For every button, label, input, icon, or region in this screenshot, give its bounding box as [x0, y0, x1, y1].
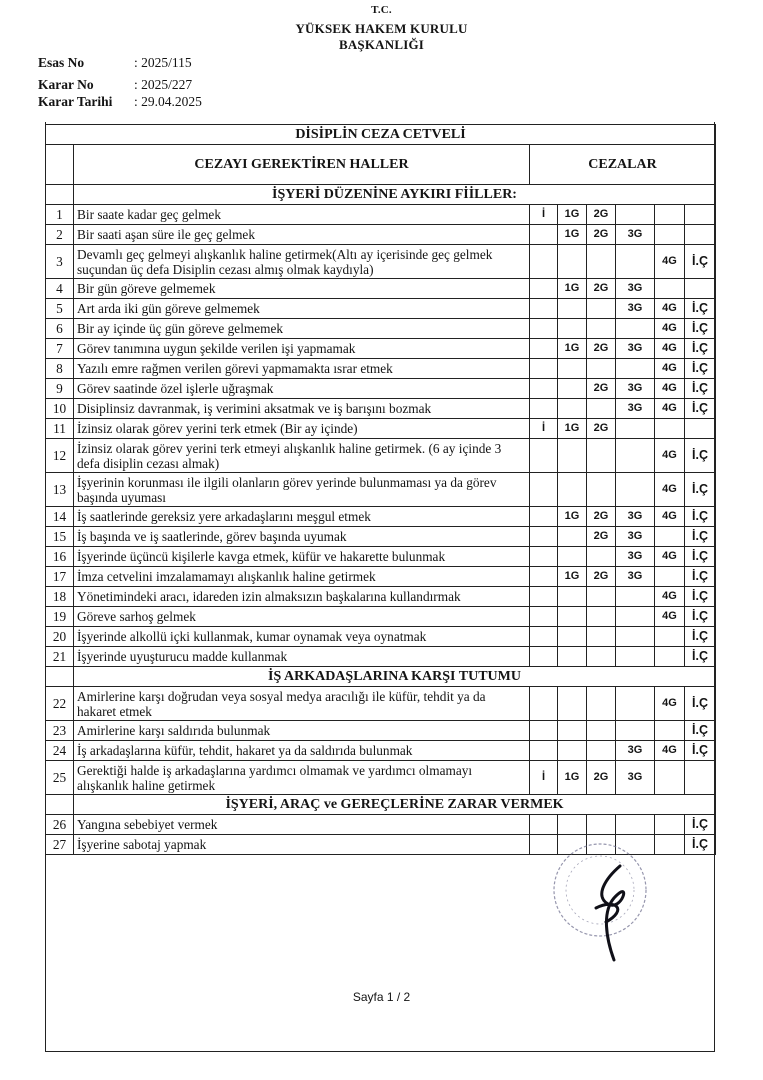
penalty-cell: İ.Ç	[685, 439, 716, 473]
table-row	[46, 225, 716, 245]
row-number: 1	[46, 205, 74, 225]
penalty-cell	[530, 587, 558, 607]
penalty-cell	[530, 225, 558, 245]
meta-esas: Esas No : 2025/115	[38, 55, 192, 70]
table-row	[46, 547, 716, 567]
row-number: 23	[46, 721, 74, 741]
penalty-cell: 1G	[558, 761, 587, 795]
row-number: 19	[46, 607, 74, 627]
penalty-cell	[530, 567, 558, 587]
penalty-cell	[587, 687, 616, 721]
section-header-row	[46, 185, 716, 205]
penalty-cell	[530, 721, 558, 741]
table-row	[46, 399, 716, 419]
section-header-row	[46, 667, 716, 687]
penalty-cell	[530, 279, 558, 299]
penalty-cell	[530, 647, 558, 667]
penalty-cell	[558, 359, 587, 379]
penalty-cell	[587, 607, 616, 627]
offense-text: İş saatlerinde gereksiz yere arkadaşlarını meşgul etmek	[74, 507, 530, 527]
table-row	[46, 339, 716, 359]
penalty-cell	[655, 205, 685, 225]
penalty-cell: 3G	[616, 527, 655, 547]
penalty-cell	[587, 815, 616, 835]
offense-text: İşyerinde alkollü içki kullanmak, kumar oynamak veya oynatmak	[74, 627, 530, 647]
offense-text: İşyerinde üçüncü kişilerle kavga etmek, küfür ve hakarette bulunmak	[74, 547, 530, 567]
header-institution: YÜKSEK HAKEM KURULU	[295, 21, 468, 36]
penalty-cell: 4G	[655, 607, 685, 627]
row-number: 10	[46, 399, 74, 419]
offense-text: Görev tanımına uygun şekilde verilen işi yapmamak	[74, 339, 530, 359]
penalty-cell	[558, 473, 587, 507]
penalty-cell: 4G	[655, 359, 685, 379]
penalty-cell: İ	[530, 205, 558, 225]
offense-text: İzinsiz olarak görev yerini terk etmeyi alışkanlık haline getirmek. (6 ay içinde 3 defa disiplin cezası almak)	[74, 439, 530, 473]
penalty-cell: 2G	[587, 761, 616, 795]
row-number: 12	[46, 439, 74, 473]
section-title: İŞ ARKADAŞLARINA KARŞI TUTUMU	[74, 667, 716, 687]
penalty-cell: 3G	[616, 567, 655, 587]
penalty-cell	[558, 319, 587, 339]
table-row	[46, 687, 716, 721]
penalty-cell: İ.Ç	[685, 547, 716, 567]
penalty-cell	[685, 225, 716, 245]
penalty-cell	[616, 359, 655, 379]
offense-text: İşyerinde uyuşturucu madde kullanmak	[74, 647, 530, 667]
offense-text: Bir ay içinde üç gün göreve gelmemek	[74, 319, 530, 339]
row-number: 26	[46, 815, 74, 835]
row-number: 22	[46, 687, 74, 721]
table-row	[46, 627, 716, 647]
row-number: 6	[46, 319, 74, 339]
penalty-cell	[558, 547, 587, 567]
section-header-row	[46, 795, 716, 815]
page-number: Sayfa 1 / 2	[352, 990, 411, 1004]
penalty-cell	[530, 399, 558, 419]
penalty-cell	[616, 473, 655, 507]
offense-text: Yazılı emre rağmen verilen görevi yapmamakta ısrar etmek	[74, 359, 530, 379]
table-row	[46, 205, 716, 225]
penalty-cell: 4G	[655, 245, 685, 279]
offense-text: Art arda iki gün göreve gelmemek	[74, 299, 530, 319]
penalty-cell: 3G	[616, 379, 655, 399]
table-row	[46, 527, 716, 547]
penalty-cell: İ.Ç	[685, 245, 716, 279]
row-number: 15	[46, 527, 74, 547]
penalty-cell: İ.Ç	[685, 299, 716, 319]
penalty-cell: 3G	[616, 741, 655, 761]
penalty-cell	[616, 419, 655, 439]
offense-text: Bir saati aşan süre ile geç gelmek	[74, 225, 530, 245]
offense-text: Yönetimindeki aracı, idareden izin almaksızın başkalarına kullandırmak	[74, 587, 530, 607]
table-header-row	[46, 145, 716, 185]
penalty-cell: İ	[530, 761, 558, 795]
offense-text: İşyerine sabotaj yapmak	[74, 835, 530, 855]
offense-text: Bir saate kadar geç gelmek	[74, 205, 530, 225]
penalty-cell	[530, 439, 558, 473]
penalty-cell: 4G	[655, 741, 685, 761]
penalty-cell: İ.Ç	[685, 687, 716, 721]
penalty-cell: 4G	[655, 319, 685, 339]
penalty-cell	[655, 627, 685, 647]
penalty-cell: İ.Ç	[685, 607, 716, 627]
penalty-cell	[587, 245, 616, 279]
penalty-cell: İ.Ç	[685, 399, 716, 419]
penalty-cell	[685, 419, 716, 439]
table-row	[46, 279, 716, 299]
penalty-cell	[587, 439, 616, 473]
penalty-cell	[530, 507, 558, 527]
table-row	[46, 647, 716, 667]
row-number: 21	[46, 647, 74, 667]
row-number: 11	[46, 419, 74, 439]
penalty-cell	[558, 627, 587, 647]
penalty-cell: İ.Ç	[685, 815, 716, 835]
row-number: 18	[46, 587, 74, 607]
penalty-cell: 1G	[558, 419, 587, 439]
penalty-cell	[558, 647, 587, 667]
offense-text: Devamlı geç gelmeyi alışkanlık haline getirmek(Altı ay içerisinde geç gelmek suçundan üç defa Disiplin cezası almış olmak kaydıyla)	[74, 245, 530, 279]
row-number: 17	[46, 567, 74, 587]
table-row	[46, 587, 716, 607]
section-title: İŞYERİ, ARAÇ ve GEREÇLERİNE ZARAR VERMEK	[74, 795, 716, 815]
table-row	[46, 741, 716, 761]
offense-text: Disiplinsiz davranmak, iş verimini aksatmak ve iş barışını bozmak	[74, 399, 530, 419]
table-row	[46, 439, 716, 473]
penalty-cell: 4G	[655, 587, 685, 607]
penalty-cell: 1G	[558, 205, 587, 225]
row-number: 4	[46, 279, 74, 299]
penalty-cell: 3G	[616, 399, 655, 419]
penalty-cell: 1G	[558, 567, 587, 587]
offense-text: İmza cetvelini imzalamamayı alışkanlık haline getirmek	[74, 567, 530, 587]
penalty-cell: 2G	[587, 507, 616, 527]
table-title-row	[46, 125, 716, 145]
penalty-cell	[530, 359, 558, 379]
penalty-cell	[616, 205, 655, 225]
penalty-cell	[616, 721, 655, 741]
penalty-cell	[587, 627, 616, 647]
penalty-cell	[530, 607, 558, 627]
penalty-cell	[616, 245, 655, 279]
penalty-cell	[655, 527, 685, 547]
penalty-cell	[558, 815, 587, 835]
penalty-cell: 4G	[655, 379, 685, 399]
section-title: İŞYERİ DÜZENİNE AYKIRI FİİLLER:	[74, 185, 716, 205]
penalty-cell: İ	[530, 419, 558, 439]
penalty-cell	[530, 815, 558, 835]
penalty-cell: 1G	[558, 339, 587, 359]
penalty-cell: 4G	[655, 439, 685, 473]
penalty-cell	[616, 647, 655, 667]
meta-karar-tarihi: Karar Tarihi : 29.04.2025	[38, 94, 202, 109]
penalty-cell	[655, 279, 685, 299]
penalty-cell	[587, 473, 616, 507]
row-number: 20	[46, 627, 74, 647]
penalty-cell	[530, 299, 558, 319]
penalty-cell	[655, 419, 685, 439]
penalty-cell: 2G	[587, 205, 616, 225]
penalty-cell: 2G	[587, 379, 616, 399]
table-row	[46, 607, 716, 627]
penalty-cell	[558, 721, 587, 741]
penalty-cell	[558, 741, 587, 761]
discipline-table	[45, 124, 716, 855]
row-number: 5	[46, 299, 74, 319]
table-row	[46, 379, 716, 399]
offense-text: İş arkadaşlarına küfür, tehdit, hakaret ya da saldırıda bulunmak	[74, 741, 530, 761]
penalty-cell	[587, 741, 616, 761]
offense-text: İzinsiz olarak görev yerini terk etmek (Bir ay içinde)	[74, 419, 530, 439]
row-number: 16	[46, 547, 74, 567]
penalty-cell: 2G	[587, 225, 616, 245]
row-number: 3	[46, 245, 74, 279]
meta-karar: Karar No : 2025/227	[38, 77, 193, 92]
penalty-cell	[530, 627, 558, 647]
offense-text: Yangına sebebiyet vermek	[74, 815, 530, 835]
penalty-cell: 1G	[558, 225, 587, 245]
penalty-cell	[530, 339, 558, 359]
row-number: 25	[46, 761, 74, 795]
penalty-cell	[616, 815, 655, 835]
penalty-cell	[655, 225, 685, 245]
table-row	[46, 761, 716, 795]
penalty-cell: İ.Ç	[685, 587, 716, 607]
penalty-cell	[655, 721, 685, 741]
penalty-cell: 2G	[587, 339, 616, 359]
row-number: 24	[46, 741, 74, 761]
penalty-cell	[558, 245, 587, 279]
row-number: 27	[46, 835, 74, 855]
penalty-cell: 4G	[655, 687, 685, 721]
penalty-cell: İ.Ç	[685, 721, 716, 741]
penalty-cell: 2G	[587, 419, 616, 439]
penalty-cell: 1G	[558, 279, 587, 299]
penalty-cell	[685, 205, 716, 225]
penalty-cell: İ.Ç	[685, 741, 716, 761]
penalty-cell: 1G	[558, 507, 587, 527]
penalty-cell: 3G	[616, 225, 655, 245]
penalty-cell	[558, 379, 587, 399]
penalty-cell: 4G	[655, 547, 685, 567]
offense-text: Bir gün göreve gelmemek	[74, 279, 530, 299]
penalty-cell: 3G	[616, 507, 655, 527]
table-row	[46, 567, 716, 587]
table-row	[46, 245, 716, 279]
penalty-cell	[655, 567, 685, 587]
row-number: 9	[46, 379, 74, 399]
penalty-cell: İ.Ç	[685, 567, 716, 587]
penalty-cell: 4G	[655, 299, 685, 319]
penalty-cell	[530, 245, 558, 279]
penalty-cell: 3G	[616, 547, 655, 567]
penalty-cell: 4G	[655, 507, 685, 527]
penalty-cell	[616, 439, 655, 473]
penalty-cell	[558, 527, 587, 547]
offense-text: İşyerinin korunması ile ilgili olanların görev yerinde bulunmaması ya da görev başında uyuması	[74, 473, 530, 507]
penalty-cell: 3G	[616, 279, 655, 299]
penalty-cell: İ.Ç	[685, 379, 716, 399]
penalty-cell	[530, 741, 558, 761]
penalty-cell: İ.Ç	[685, 507, 716, 527]
table-row	[46, 419, 716, 439]
offense-text: Görev saatinde özel işlerle uğraşmak	[74, 379, 530, 399]
penalty-cell	[685, 761, 716, 795]
row-number: 8	[46, 359, 74, 379]
penalty-cell	[587, 587, 616, 607]
header-penalties: CEZALAR	[530, 145, 716, 185]
penalty-cell	[530, 527, 558, 547]
penalty-cell: İ.Ç	[685, 359, 716, 379]
penalty-cell	[558, 587, 587, 607]
penalty-cell	[530, 379, 558, 399]
penalty-cell	[530, 687, 558, 721]
penalty-cell	[587, 359, 616, 379]
penalty-cell: 3G	[616, 761, 655, 795]
penalty-cell: İ.Ç	[685, 319, 716, 339]
header-tc: T.C.	[371, 4, 392, 16]
penalty-cell	[616, 587, 655, 607]
penalty-cell	[587, 399, 616, 419]
table-row	[46, 359, 716, 379]
penalty-cell: İ.Ç	[685, 835, 716, 855]
penalty-cell	[558, 399, 587, 419]
table-row	[46, 319, 716, 339]
offense-text: Amirlerine karşı saldırıda bulunmak	[74, 721, 530, 741]
penalty-cell	[558, 607, 587, 627]
penalty-cell: 2G	[587, 567, 616, 587]
penalty-cell	[655, 647, 685, 667]
row-number: 14	[46, 507, 74, 527]
penalty-cell: İ.Ç	[685, 647, 716, 667]
penalty-cell	[616, 319, 655, 339]
penalty-cell	[587, 547, 616, 567]
offense-text: Amirlerine karşı doğrudan veya sosyal medya aracılığı ile küfür, tehdit ya da hakaret etmek	[74, 687, 530, 721]
penalty-cell	[558, 299, 587, 319]
signature-stamp	[536, 838, 664, 966]
table-row	[46, 299, 716, 319]
penalty-cell: İ.Ç	[685, 627, 716, 647]
offense-text: İş başında ve iş saatlerinde, görev başında uyumak	[74, 527, 530, 547]
table-row	[46, 473, 716, 507]
penalty-cell: 2G	[587, 279, 616, 299]
row-number: 2	[46, 225, 74, 245]
row-number: 13	[46, 473, 74, 507]
penalty-cell: 3G	[616, 299, 655, 319]
penalty-cell: 4G	[655, 399, 685, 419]
penalty-cell	[587, 721, 616, 741]
header-department: BAŞKANLIĞI	[338, 37, 425, 52]
penalty-cell	[685, 279, 716, 299]
penalty-cell	[530, 547, 558, 567]
penalty-cell: 2G	[587, 527, 616, 547]
penalty-cell	[587, 299, 616, 319]
row-number: 7	[46, 339, 74, 359]
penalty-cell: 3G	[616, 339, 655, 359]
penalty-cell: 4G	[655, 473, 685, 507]
header-cases: CEZAYI GEREKTİREN HALLER	[74, 145, 530, 185]
penalty-cell: İ.Ç	[685, 339, 716, 359]
table-row	[46, 507, 716, 527]
penalty-cell: İ.Ç	[685, 527, 716, 547]
penalty-cell	[558, 687, 587, 721]
table-row	[46, 721, 716, 741]
table-row	[46, 815, 716, 835]
penalty-cell	[616, 687, 655, 721]
penalty-cell	[655, 815, 685, 835]
penalty-cell	[530, 319, 558, 339]
offense-text: Göreve sarhoş gelmek	[74, 607, 530, 627]
offense-text: Gerektiği halde iş arkadaşlarına yardımcı olmamak ve yardımcı olmamayı alışkanlık haline getirmek	[74, 761, 530, 795]
table-title: DİSİPLİN CEZA CETVELİ	[46, 125, 716, 145]
penalty-cell: İ.Ç	[685, 473, 716, 507]
penalty-cell	[558, 439, 587, 473]
penalty-cell	[587, 319, 616, 339]
penalty-cell	[616, 607, 655, 627]
penalty-cell	[587, 647, 616, 667]
penalty-cell	[530, 473, 558, 507]
penalty-cell	[655, 761, 685, 795]
penalty-cell	[616, 627, 655, 647]
penalty-cell: 4G	[655, 339, 685, 359]
